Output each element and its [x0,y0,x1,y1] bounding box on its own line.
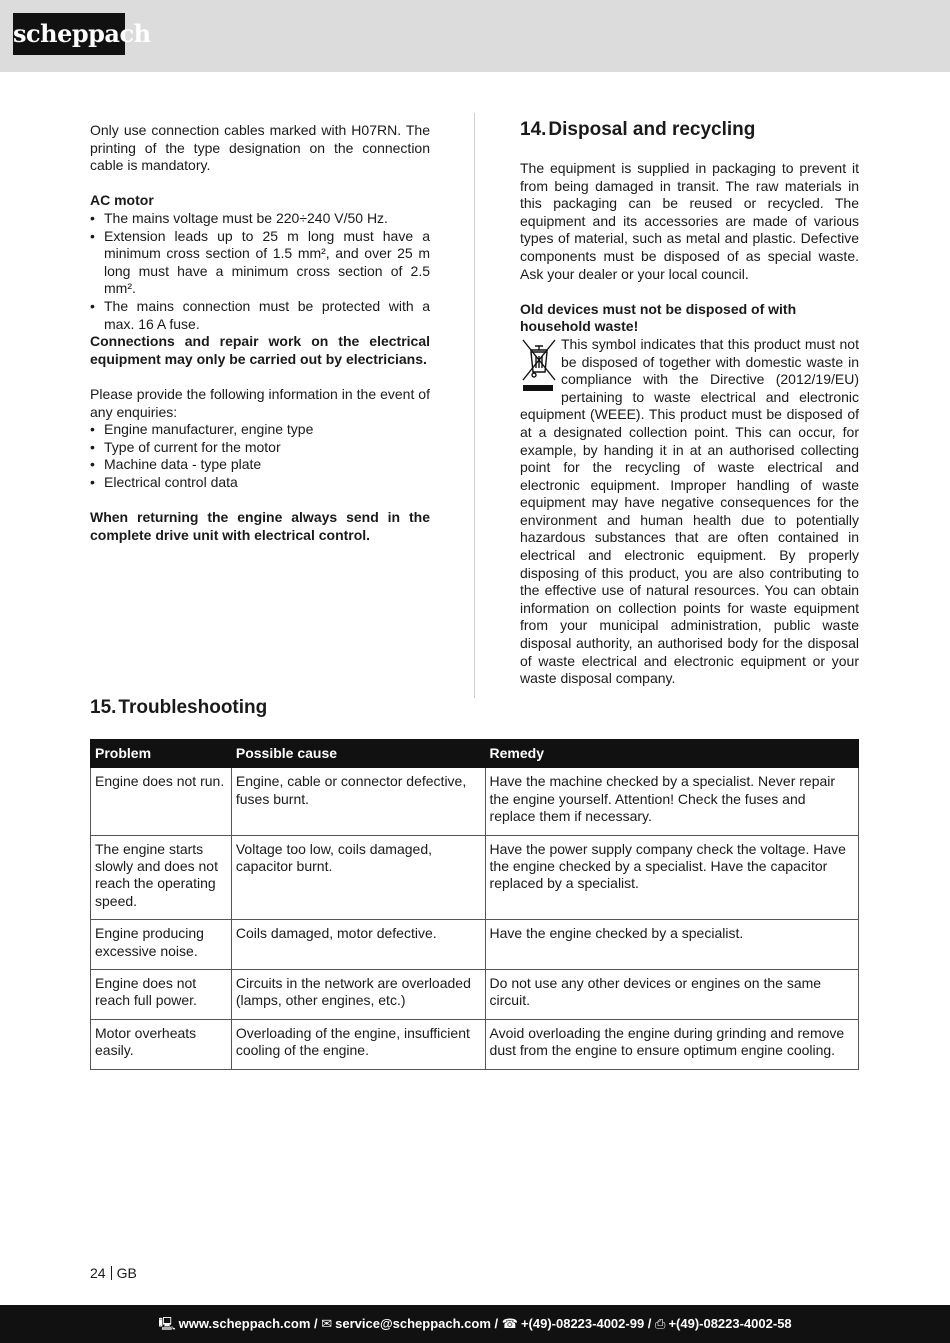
problem-cell: The engine starts slowly and does not reach the operating speed. [91,835,232,920]
remedy-cell: Do not use any other devices or engines on the same circuit. [485,970,858,1020]
right-column [520,118,859,688]
table-row [91,1019,859,1069]
computer-icon: 🖳 [158,1316,176,1331]
ac-motor-list [90,210,430,333]
table-row [91,920,859,970]
problem-cell: Motor overheats easily. [91,1019,232,1069]
footer-phone: +(49)-08223-4002-99 / [520,1316,652,1331]
column-header-problem: Problem [91,740,232,768]
page-number-value: 24 [90,1265,106,1281]
page-footer [0,1305,950,1343]
table-header-row [91,740,859,768]
enquiries-intro: Please provide the following information in the event of any enquiries: [90,385,430,420]
section-number: 14. [520,119,547,140]
cause-cell: Engine, cable or connector defective, fuses burnt. [231,768,485,835]
cause-cell: Circuits in the network are overloaded (lamps, other engines, etc.) [231,970,485,1020]
left-column [90,122,430,544]
footer-website: www.scheppach.com / [178,1316,318,1331]
page-number-separator [111,1266,112,1280]
remedy-cell: Have the power supply company check the voltage. Have the engine checked by a specialist. Have the capacitor replaced by a specialist. [485,835,858,920]
footer-fax: +(49)-08223-4002-58 [668,1316,792,1331]
remedy-cell: Have the machine checked by a specialist. Never repair the engine yourself. Attention! Check the fuses and replace them if necessary. [485,768,858,835]
cause-cell: Coils damaged, motor defective. [231,920,485,970]
table-row [91,835,859,920]
problem-cell: Engine does not run. [91,768,232,835]
list-item: • The mains voltage must be 220÷240 V/50 Hz. [90,210,430,228]
page-language: GB [116,1265,137,1281]
column-divider [474,113,475,698]
remedy-cell: Avoid overloading the engine during grinding and remove dust from the engine to ensure optimum engine cooling. [485,1019,858,1069]
column-header-remedy: Remedy [485,740,858,768]
list-item: • Type of current for the motor [90,439,430,457]
ac-motor-heading: AC motor [90,192,154,209]
problem-cell: Engine does not reach full power. [91,970,232,1020]
mail-icon: ✉ [321,1316,333,1331]
table-row [91,768,859,835]
cause-cell: Voltage too low, coils damaged, capacitor burnt. [231,835,485,920]
page-number [90,1265,137,1282]
household-waste-warning: Old devices must not be disposed of with household waste! [520,300,797,335]
table-row [91,970,859,1020]
cables-paragraph: Only use connection cables marked with H07RN. The printing of the type designation on the connection cable is mandatory. [90,122,430,174]
disposal-intro: The equipment is supplied in packaging to prevent it from being damaged in transit. The raw materials in this packaging can be reused or recycled. The equipment and its accessories are made of various types of material, such as metal and plastic. Defective components must be disposed of as special waste. Ask your dealer or your local council. [520,160,859,282]
crossed-out-wheelie-bin-icon [520,338,558,394]
list-item: • Electrical control data [90,474,430,492]
list-item: • Engine manufacturer, engine type [90,421,430,439]
enquiries-list [90,421,430,491]
cause-cell: Overloading of the engine, insufficient cooling of the engine. [231,1019,485,1069]
phone-icon: ☎ [501,1316,518,1331]
scheppach-logo: scheppach [13,13,125,55]
footer-email: service@scheppach.com / [335,1316,499,1331]
section-title-text: Disposal and recycling [548,119,756,140]
connections-warning: Connections and repair work on the electrical equipment may only be carried out by electricians. [90,333,430,367]
section-title-text: Troubleshooting [118,697,268,718]
section-14-title [520,118,859,142]
list-item: • Machine data - type plate [90,456,430,474]
problem-cell: Engine producing excessive noise. [91,920,232,970]
remedy-cell: Have the engine checked by a specialist. [485,920,858,970]
list-item: • The mains connection must be protected with a max. 16 A fuse. [90,298,430,333]
troubleshooting-table [90,739,859,1070]
column-header-cause: Possible cause [231,740,485,768]
weee-paragraph: This symbol indicates that this product must not be disposed of together with domestic waste in compliance with the Directive (2012/19/EU) pertaining to waste electrical and electronic equipment (WEEE). This product must be disposed of at a designated collection point. This can occur, for example, by handing it in at an authorised collecting point for the recycling of waste electrical and electronic equipment. Improper handling of waste equipment may have negative consequences for the environment and human health due to potentially hazardous substances that are often contained in electrical and electronic equipment. By properly disposing of this product, you are also contributing to the effective use of natural resources. You can obtain information on collection points for waste equipment from your municipal administration, public waste disposal authority, an authorised body for the disposal of waste electrical and electronic equipment or your waste disposal company. [520,335,859,687]
weee-block [520,336,859,688]
page-header [0,0,950,72]
section-number: 15. [90,697,117,718]
return-note: When returning the engine always send in the complete drive unit with electrical control. [90,509,430,543]
section-15-title [90,696,267,720]
fax-icon: ⎙ [655,1316,666,1331]
list-item: • Extension leads up to 25 m long must have a minimum cross section of 1.5 mm², and over 25 m long must have a minimum cross section of 2.5 mm². [90,228,430,298]
